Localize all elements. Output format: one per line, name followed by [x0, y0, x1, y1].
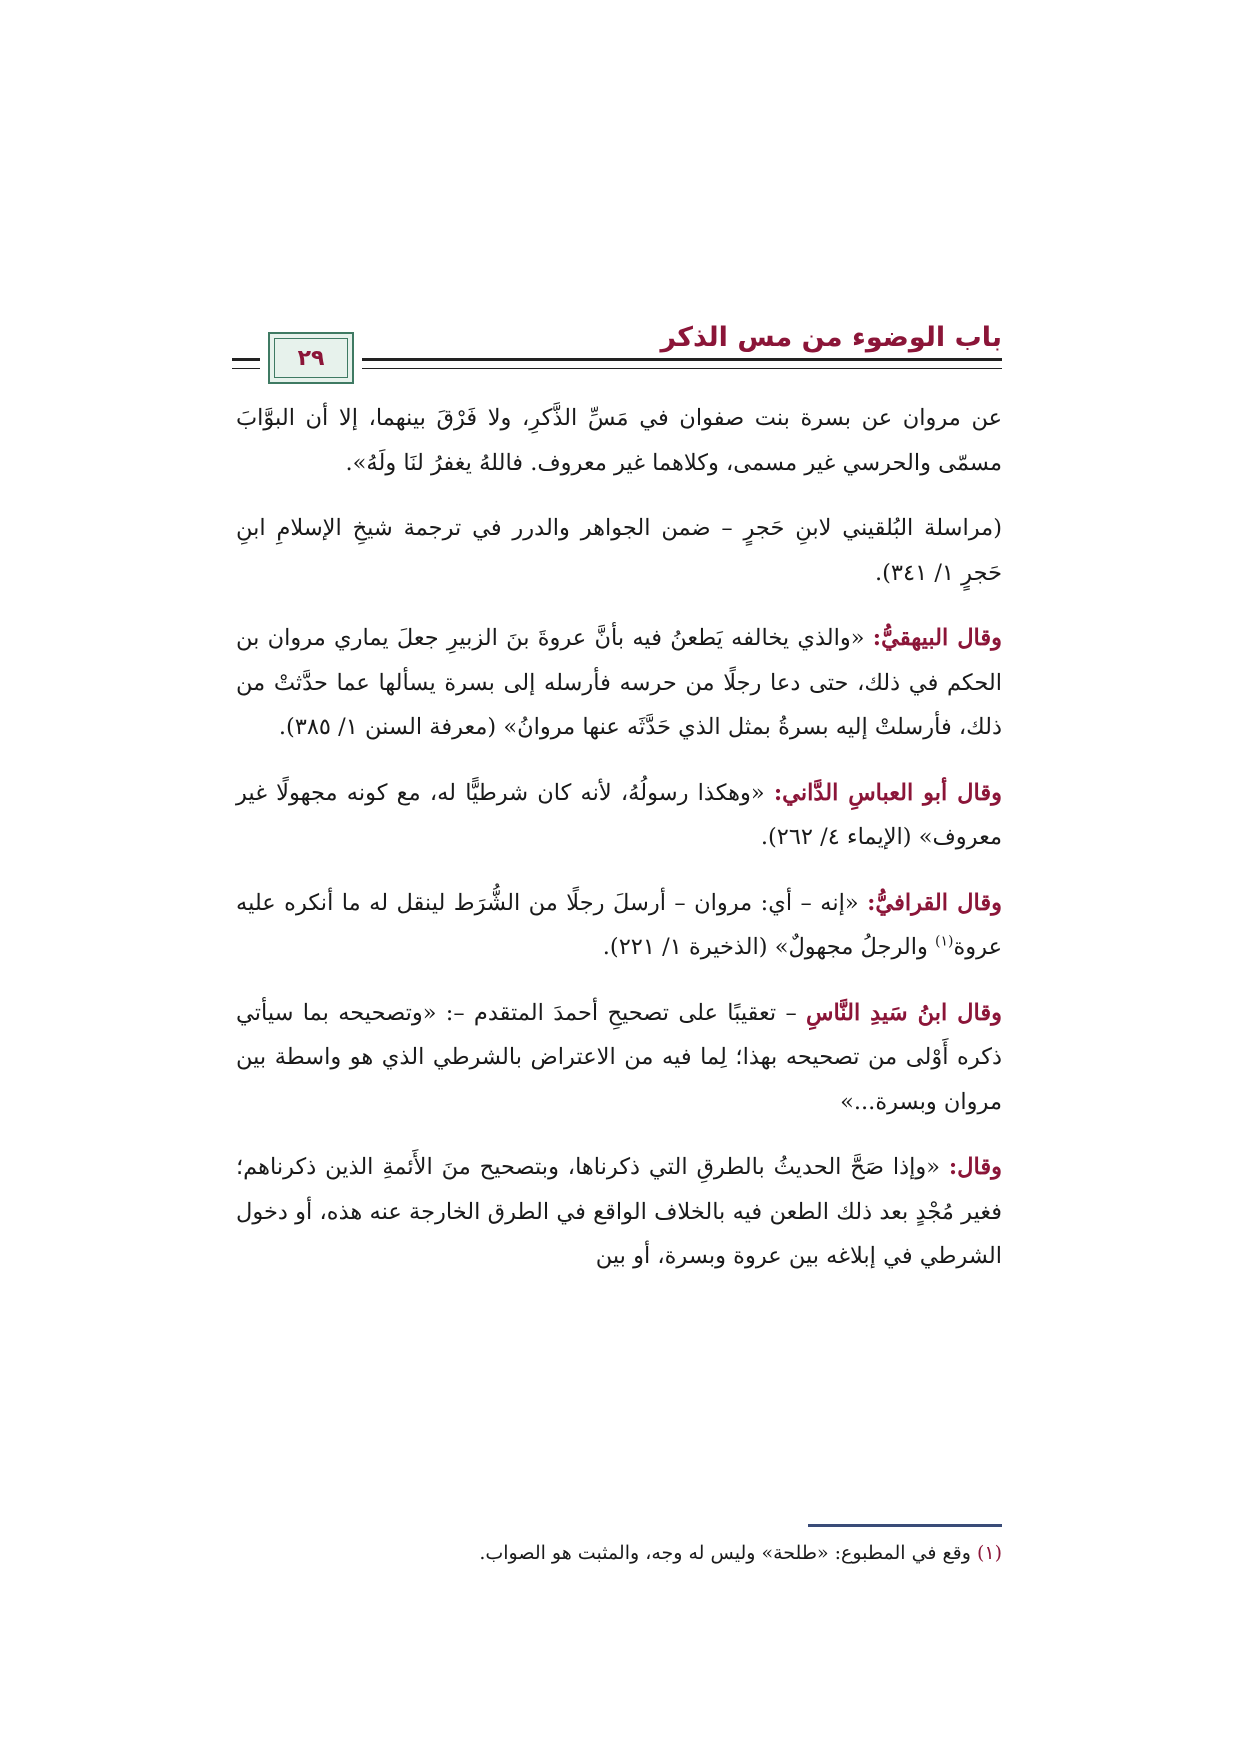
main-text: [236, 396, 1002, 1300]
paragraph-text: عن مروان عن بسرة بنت صفوان في مَسِّ الذَّكرِ، ولا فَرْقَ بينهما، إلا أن البوَّابَ مسمّى والحرسي غير مسمى، وكلاهما غير معروف. فاللهُ يغفرُ لنَا ولَهُ».: [236, 405, 1002, 476]
speaker-name: وقال:: [948, 1154, 1002, 1180]
paragraph: [236, 616, 1002, 750]
page-number: ٢٩: [297, 345, 325, 371]
footnote-number: (١): [976, 1542, 1002, 1564]
paragraph: [236, 396, 1002, 485]
footnote-separator: [808, 1524, 1002, 1527]
running-title: باب الوضوء من مس الذكر: [660, 322, 1002, 353]
page-header: [232, 318, 1002, 388]
speaker-name: وقال أبو العباسِ الدَّاني:: [773, 779, 1002, 806]
paragraph: [236, 991, 1002, 1125]
footnote: [236, 1538, 1002, 1568]
paragraph: [236, 881, 1002, 970]
paragraph: [236, 1145, 1002, 1279]
paragraph-text: «وإذا صَحَّ الحديثُ بالطرقِ التي ذكرناها، وبتصحيح منَ الأَئمةِ الذين ذكرناهم؛ فغير مُجْدٍ بعد ذلك الطعن فيه بالخلاف الواقع في الطرق الخارجة عنه هذه، أو دخول الشرطي في إبلاغه بين عروة وبسرة، أو بين: [236, 1154, 1002, 1269]
speaker-name: وقال البيهقيُّ:: [872, 625, 1003, 651]
paragraph-text: «إنه – أي: مروان – أرسلَ رجلًا من الشُّرَط لينقل له ما أنكره عليه عروة: [236, 889, 1002, 960]
paragraph-text: (مراسلة البُلقيني لابنِ حَجرٍ – ضمن الجواهر والدرر في ترجمة شيخِ الإسلامِ ابنِ حَجرٍ ١/ ٣٤١).: [236, 515, 1002, 586]
paragraph: [236, 506, 1002, 595]
paragraph-text: – تعقيبًا على تصحيحِ أحمدَ المتقدم –: «وتصحيحه بما سيأتي ذكره أَوْلى من تصحيحه بهذا؛ لِما فيه من الاعتراض بالشرطي الذي هو واسطة بين مروان وبسرة...»: [236, 999, 1002, 1115]
paragraph-text: «والذي يخالفه يَطعنُ فيه بأنَّ عروةَ بنَ الزبيرِ جعلَ يماري مروان بن الحكم في ذلك، حتى دعا رجلًا من حرسه فأرسله إلى بسرة يسألها عما حدَّثتْ من ذلك، فأرسلتْ إليه بسرةُ بمثل الذي حَدَّثَه عنها مروانُ» (معرفة السنن ١/ ٣٨٥).: [236, 625, 1002, 740]
header-rule-right: [362, 358, 1002, 369]
page-number-badge: [268, 332, 354, 384]
footnote-ref[interactable]: (١): [935, 933, 954, 950]
paragraph-text: والرجلُ مجهولٌ» (الذخيرة ١/ ٢٢١).: [602, 934, 936, 960]
speaker-name: وقال القرافيُّ:: [867, 889, 1002, 916]
header-rule-left: [232, 358, 260, 369]
speaker-name: وقال ابنُ سَيدِ النَّاسِ: [805, 999, 1002, 1026]
footnote-text: وقع في المطبوع: «طلحة» وليس له وجه، والمثبت هو الصواب.: [479, 1542, 977, 1564]
paragraph-text: «وهكذا رسولُهُ، لأنه كان شرطيًّا له، مع كونه مجهولًا غير معروف» (الإيماء ٤/ ٢٦٢).: [236, 779, 1002, 850]
paragraph: [236, 771, 1002, 860]
